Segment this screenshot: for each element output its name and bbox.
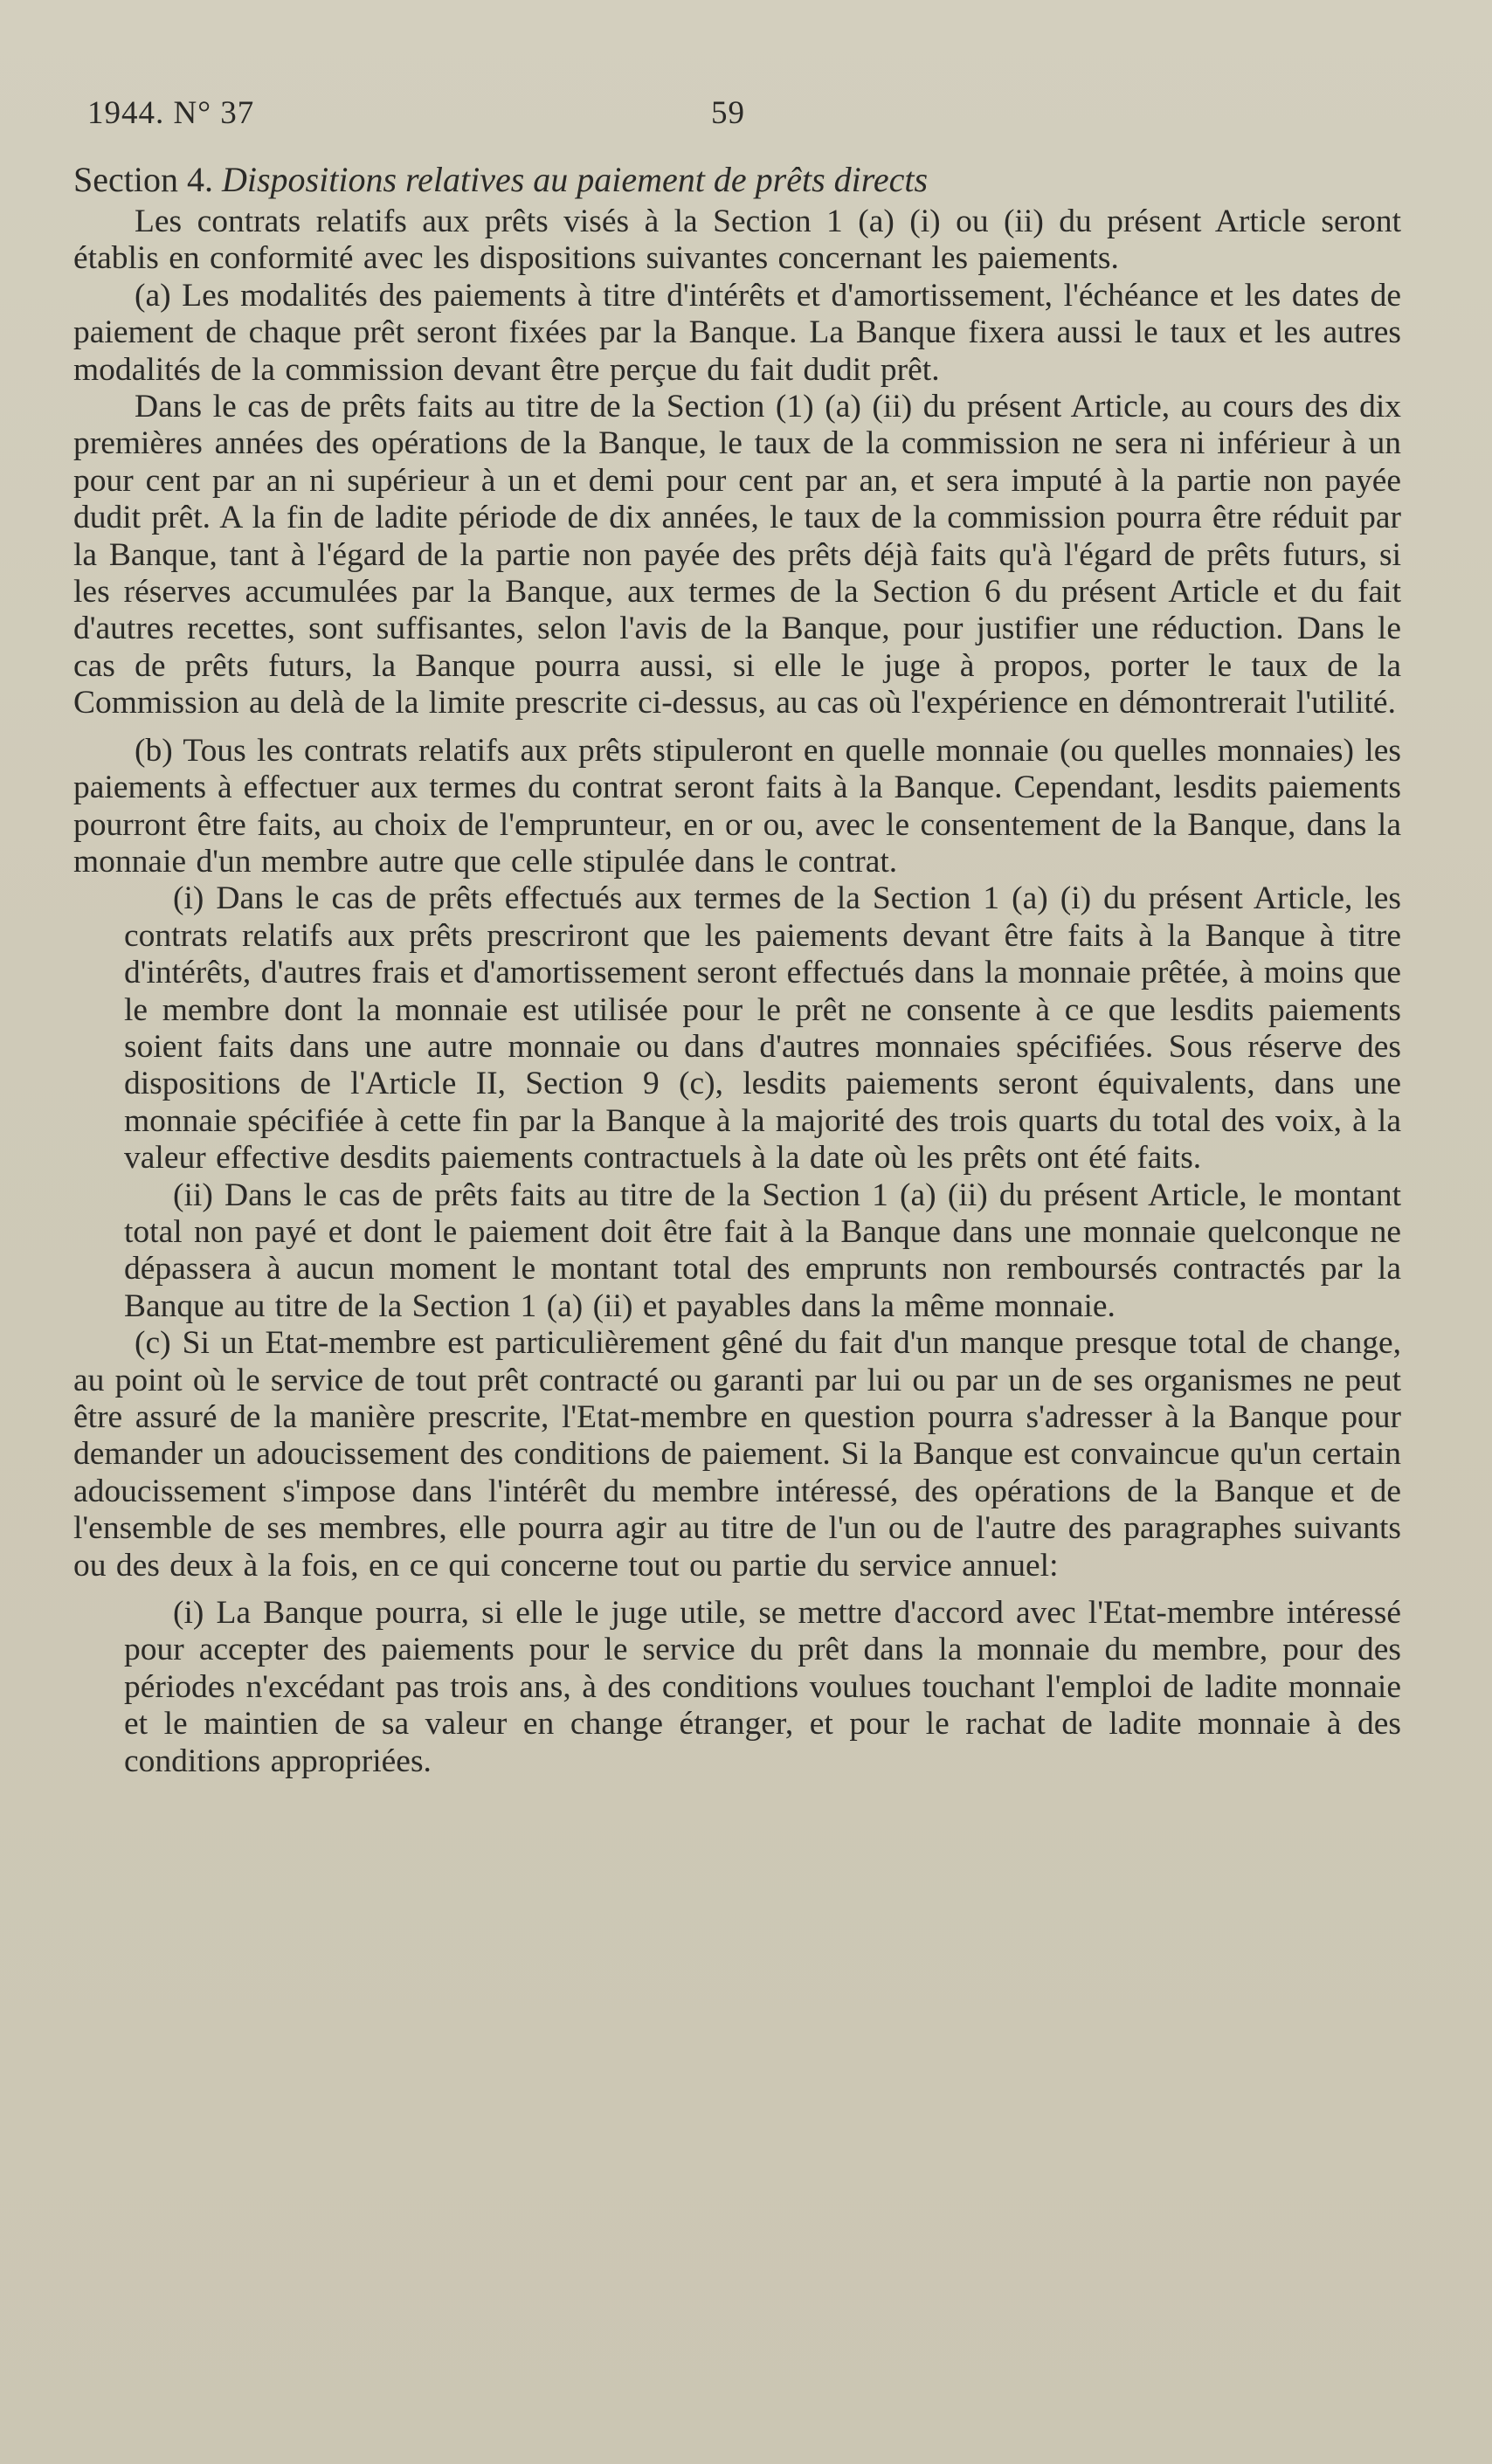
paragraph-b: (b) Tous les contrats relatifs aux prêts stipuleront en quelle monnaie (ou quelles monnaies) les paiements à effectuer aux termes du contrat seront faits à la Banque. Cependant, lesdits paiements pourront être faits, au choix de l'emprunteur, en or ou, avec le consentement de la Banque, dans la monnaie d'un membre autre que celle stipulée dans le contrat. [73, 732, 1401, 880]
document-reference: 1944. N° 37 [87, 95, 255, 131]
page-content [73, 94, 1401, 1780]
paragraph-b-ii: (ii) Dans le cas de prêts faits au titre de la Section 1 (a) (ii) du présent Article, le montant total non payé et dont le paiement doit être fait à la Banque dans une monnaie quelconque ne dépassera à aucun moment le montant total des emprunts non remboursés contractés par la Banque au titre de la Section 1 (a) (ii) et payables dans la même monnaie. [124, 1177, 1401, 1324]
paragraph-a: (a) Les modalités des paiements à titre d'intérêts et d'amortissement, l'échéance et les dates de paiement de chaque prêt seront fixées par la Banque. La Banque fixera aussi le taux et les autres modalités de la commission devant être perçue du fait dudit prêt. [73, 277, 1401, 388]
paragraph-c-i: (i) La Banque pourra, si elle le juge utile, se mettre d'accord avec l'Etat-membre intéressé pour accepter des paiements pour le service du prêt dans la monnaie du membre, pour des périodes n'excédant pas trois ans, à des conditions voulues touchant l'emploi de ladite monnaie et le maintien de sa valeur en change étranger, et pour le rachat de ladite monnaie à des conditions appropriées. [124, 1595, 1401, 1779]
paragraph-a-commission: Dans le cas de prêts faits au titre de la Section (1) (a) (ii) du présent Article, au cours des dix premières années des opérations de la Banque, le taux de la commission ne sera ni inférieur à un pour cent par an ni supérieur à un et demi pour cent par an, et sera imputé à la partie non payée dudit prêt. A la fin de ladite période de dix années, le taux de la commission pourra être réduit par la Banque, tant à l'égard de la partie non payée des prêts déjà faits qu'à l'égard de prêts futurs, si les réserves accumulées par la Banque, aux termes de la Section 6 du présent Article et du fait d'autres recettes, sont suffisantes, selon l'avis de la Banque, pour justifier une réduction. Dans le cas de prêts futurs, la Banque pourra aussi, si elle le juge à propos, porter le taux de la Commission au delà de la limite prescrite ci-dessus, au cas où l'expérience en démontrerait l'utilité. [73, 389, 1401, 721]
body-text [73, 204, 1401, 1780]
page-header [73, 94, 1401, 147]
section-heading [73, 159, 1401, 200]
page-number: 59 [711, 95, 745, 131]
paragraph-intro: Les contrats relatifs aux prêts visés à la Section 1 (a) (i) ou (ii) du présent Article seront établis en conformité avec les dispositions suivantes concernant les paiements. [73, 204, 1401, 277]
section-title: Dispositions relatives au paiement de prêts directs [221, 160, 929, 199]
paragraph-c: (c) Si un Etat-membre est particulièrement gêné du fait d'un manque presque total de change, au point où le service de tout prêt contracté ou garanti par lui ou par un de ses organismes ne peut être assuré de la manière prescrite, l'Etat-membre en question pourra s'adresser à la Banque pour demander un adoucissement des conditions de paiement. Si la Banque est convaincue qu'un certain adoucissement s'impose dans l'intérêt du membre intéressé, des opérations de la Banque et de l'ensemble de ses membres, elle pourra agir au titre de l'un ou de l'autre des paragraphes suivants ou des deux à la fois, en ce qui concerne tout ou partie du service annuel: [73, 1325, 1401, 1584]
section-label: Section 4. [73, 160, 213, 199]
paragraph-b-i: (i) Dans le cas de prêts effectués aux termes de la Section 1 (a) (i) du présent Article, les contrats relatifs aux prêts prescriront que les paiements devant être faits à la Banque à titre d'intérêts, d'autres frais et d'amortissement seront effectués dans la monnaie prêtée, à moins que le membre dont la monnaie est utilisée pour le prêt ne consente à ce que lesdits paiements soient faits dans une autre monnaie ou dans d'autres monnaies spécifiées. Sous réserve des dispositions de l'Article II, Section 9 (c), lesdits paiements seront équivalents, dans une monnaie spécifiée à cette fin par la Banque à la majorité des trois quarts du total des voix, à la valeur effective desdits paiements contractuels à la date où les prêts ont été faits. [124, 880, 1401, 1177]
